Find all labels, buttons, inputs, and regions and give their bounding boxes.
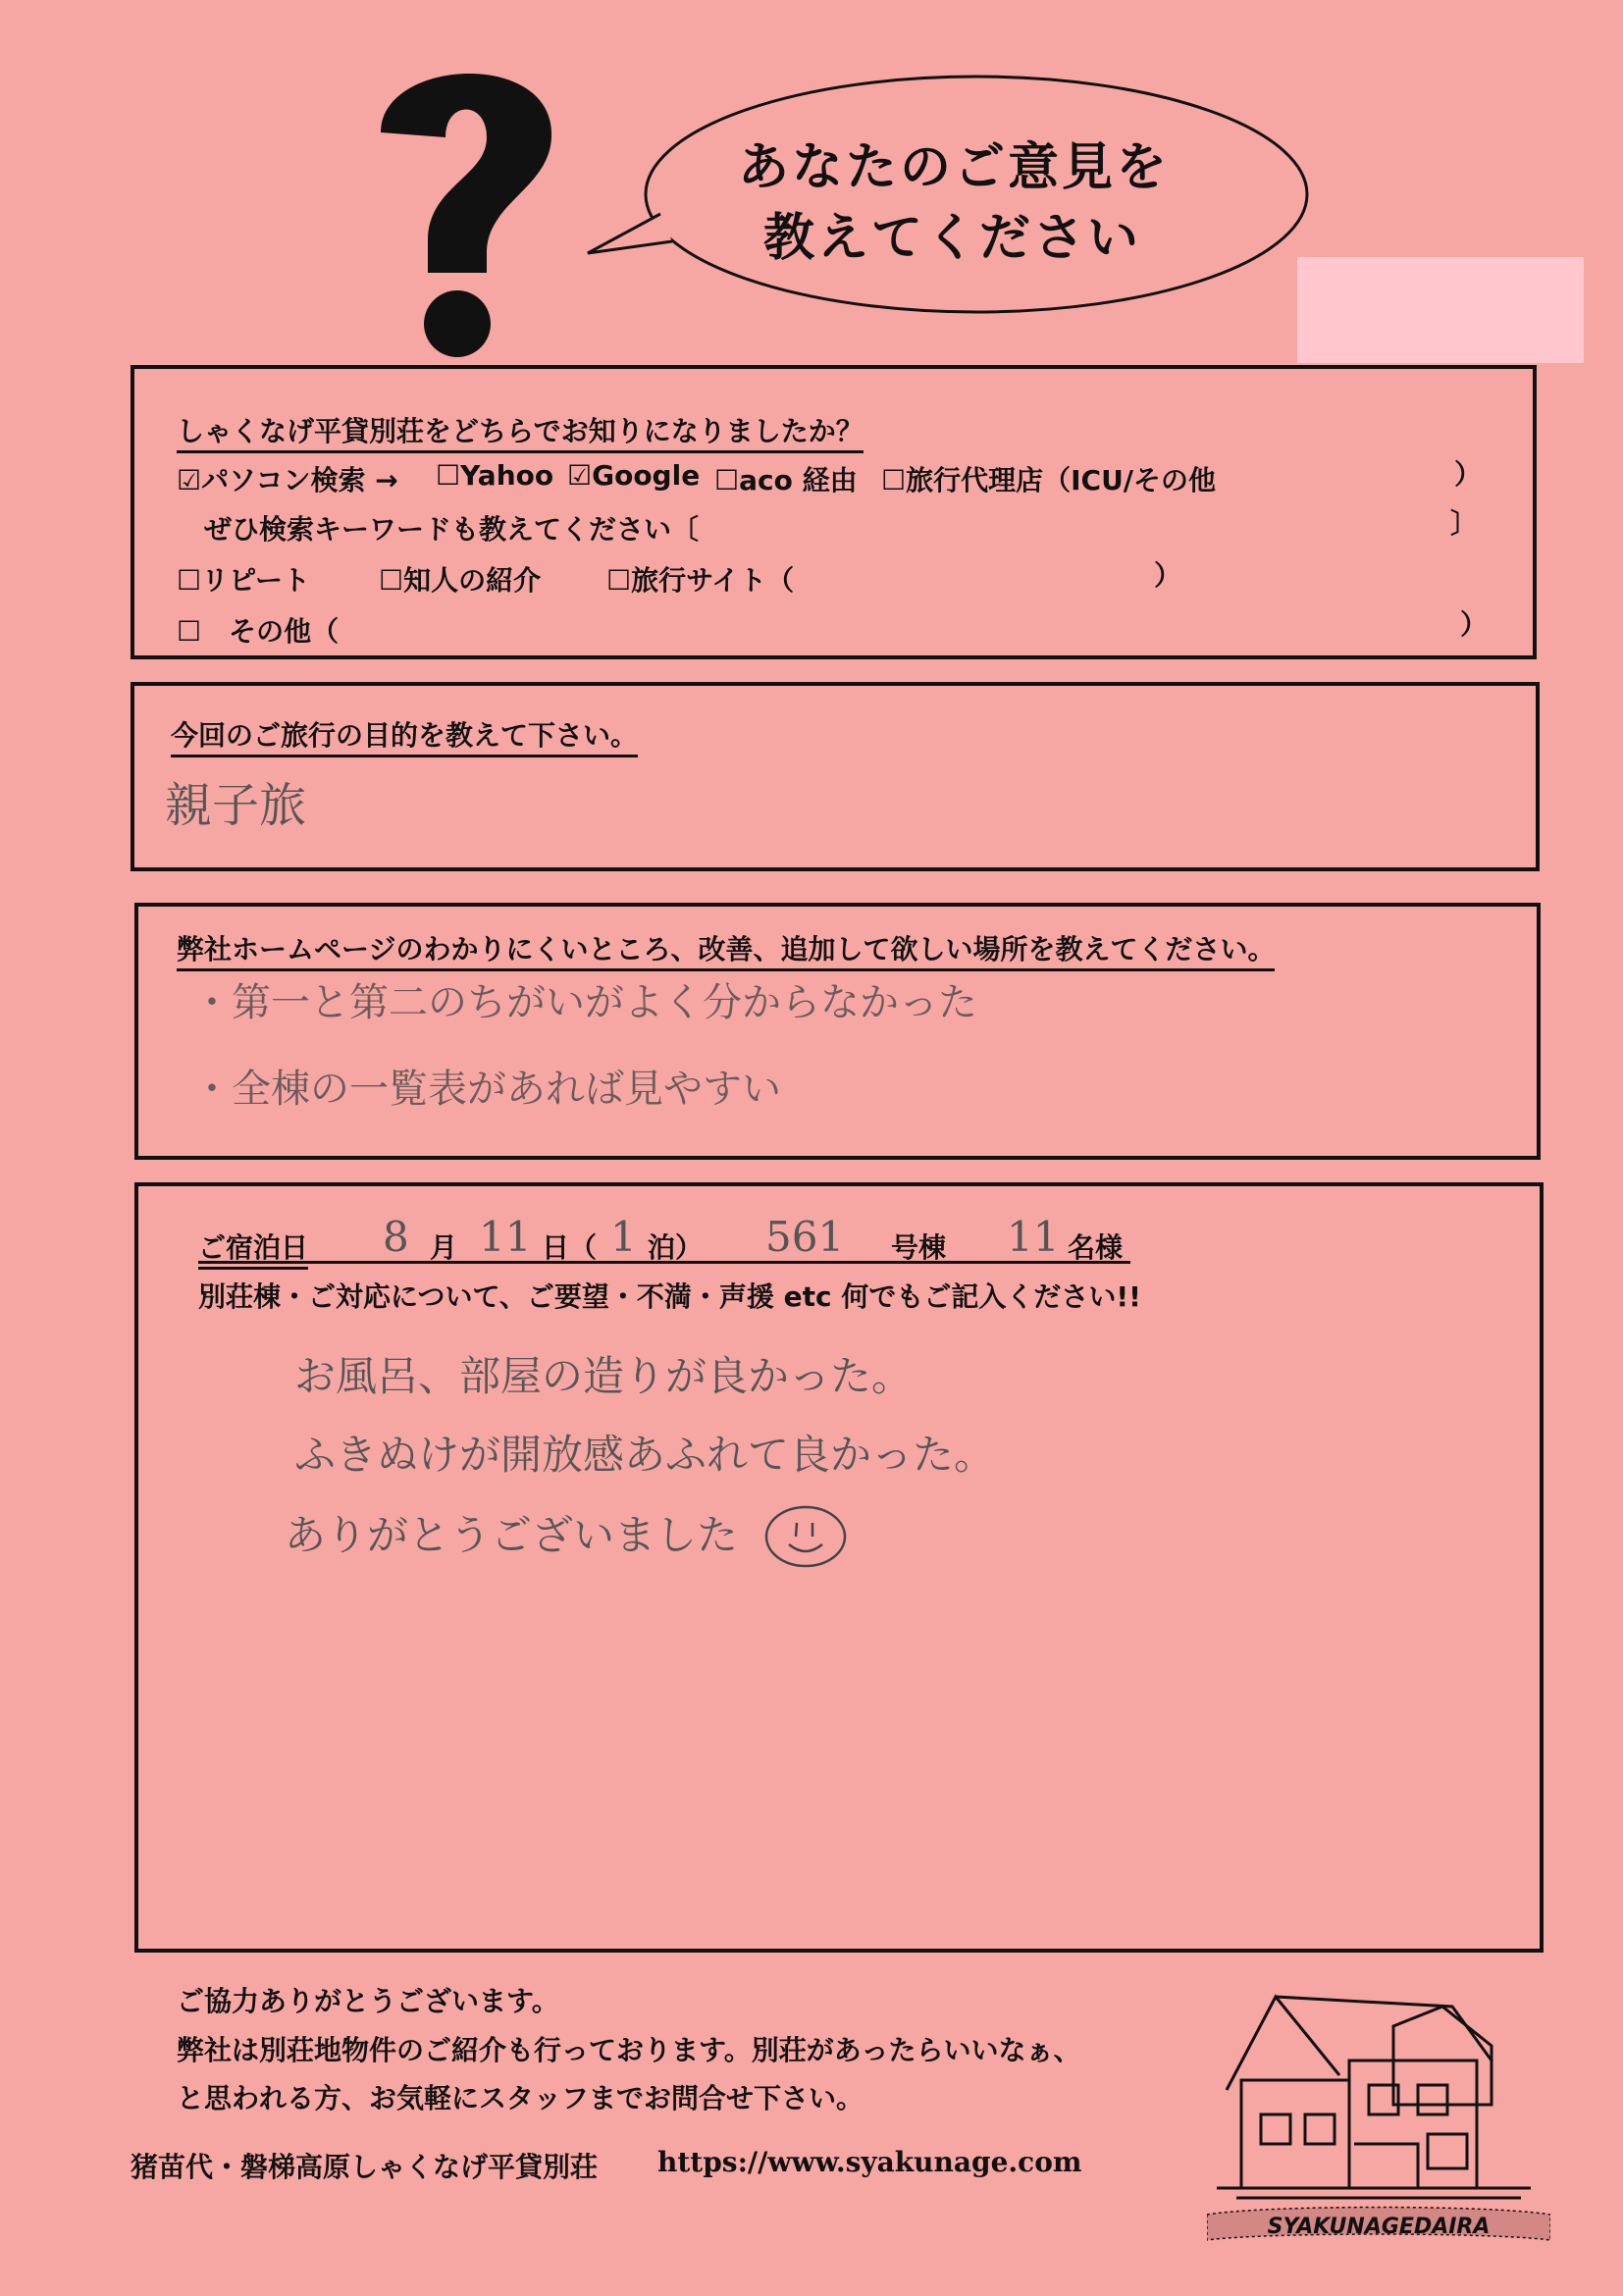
referral-checkbox[interactable]: ☐知人の紹介 (379, 564, 542, 597)
repeat-checkbox[interactable]: ☐リピート (177, 564, 310, 597)
aco-checkbox[interactable]: ☐aco 経由 (714, 464, 858, 496)
stay-date-label: ご宿泊日 (198, 1226, 308, 1270)
footer-company: 猪苗代・磐梯高原しゃくなげ平貸別荘 (131, 2151, 599, 2183)
feedback-line3: ありがとうございました (285, 1511, 739, 1559)
other-close: ） (1460, 608, 1489, 641)
stay-day-value: 11 (479, 1213, 532, 1261)
feedback-line1: お風呂、部屋の造りが良かった。 (294, 1352, 914, 1400)
feedback-line2: ふきぬけが開放感あふれて良かった。 (294, 1431, 996, 1479)
page-title-line1: あなたのご意見を (738, 138, 1171, 197)
footer-url[interactable]: https://www.syakunage.com (657, 2146, 1082, 2178)
keyword-close: 〕 (1450, 507, 1479, 540)
smiley-face-icon (763, 1503, 848, 1570)
question-mark-icon (363, 39, 569, 363)
house-logo-icon (1207, 1987, 1550, 2242)
request-prompt: 別荘棟・ご対応について、ご要望・不満・声援 etc 何でもご記入ください!! (198, 1280, 1141, 1313)
redaction-patch (1297, 257, 1584, 363)
house-number-value: 561 (765, 1213, 845, 1261)
pc-search-checkbox[interactable]: ☑パソコン検索 → (177, 464, 398, 496)
footer-thanks: ご協力ありがとうございます。 (177, 1985, 559, 2017)
purpose-question-box (131, 682, 1540, 871)
other-checkbox[interactable]: ☐ その他（ (177, 615, 340, 648)
stay-day-unit: 日（ (542, 1231, 598, 1264)
footer-line2: 弊社は別荘地物件のご紹介も行っております。別荘があったらいいなぁ、 (177, 2034, 1081, 2066)
purpose-answer: 親子旅 (165, 778, 307, 833)
footer-line3: と思われる方、お気軽にスタッフまでお問合せ下さい。 (177, 2082, 864, 2114)
source-question: しゃくなげ平貸別荘をどちらでお知りになりましたか？ (177, 410, 864, 453)
website-answer-line2: ・全棟の一覧表があれば見やすい (192, 1067, 781, 1112)
stay-nights-value: 1 (610, 1213, 637, 1261)
purpose-question: 今回のご旅行の目的を教えて下さい。 (171, 714, 638, 757)
row1-close: ） (1454, 458, 1483, 491)
stay-nights-unit: 泊） (648, 1231, 704, 1264)
travel-site-close: ） (1154, 559, 1182, 592)
yahoo-checkbox[interactable]: ☐Yahoo (436, 459, 554, 492)
stay-date-underline (198, 1261, 1130, 1264)
house-number-unit: 号棟 (891, 1231, 947, 1264)
guests-value: 11 (1007, 1213, 1060, 1261)
google-checkbox[interactable]: ☑Google (567, 459, 701, 492)
stay-month-unit: 月 (430, 1231, 458, 1264)
keyword-label: ぜひ検索キーワードも教えてください〔 (204, 513, 700, 546)
travel-site-checkbox[interactable]: ☐旅行サイト（ (606, 564, 795, 597)
website-question: 弊社ホームページのわかりにくいところ、改善、追加して欲しい場所を教えてください。 (177, 928, 1275, 971)
house-logo-text: SYAKUNAGEDAIRA (1267, 2215, 1491, 2239)
page-title-line2: 教えてください (763, 209, 1142, 268)
stay-month-value: 8 (383, 1213, 409, 1261)
travel-agency-checkbox[interactable]: ☐旅行代理店（ICU/その他 (881, 464, 1217, 496)
website-answer-line1: ・第一と第二のちがいがよく分からなかった (192, 980, 977, 1025)
guests-unit: 名様 (1068, 1231, 1124, 1264)
